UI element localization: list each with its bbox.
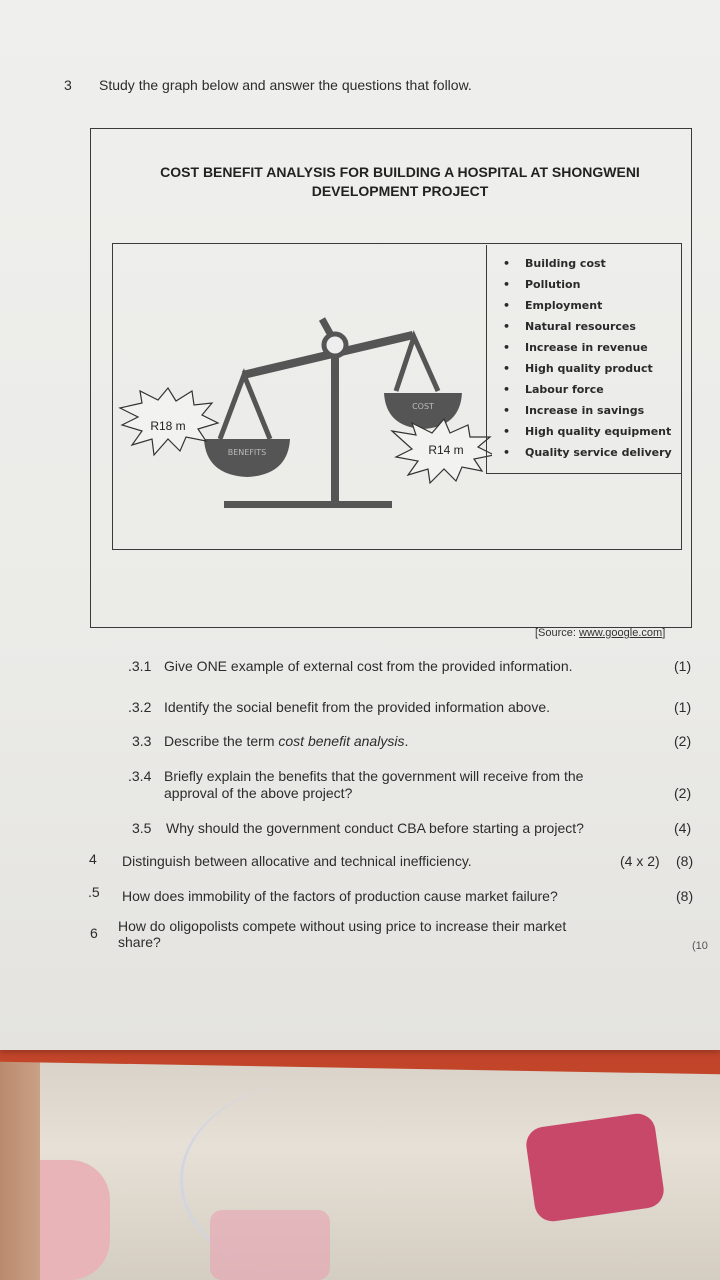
list-item: • Employment [487, 295, 681, 316]
figure-title [100, 163, 700, 201]
list-item: • Increase in revenue [487, 337, 681, 358]
question-intro: Study the graph below and answer the questions that follow. [99, 77, 472, 93]
question-marks: (10 [692, 940, 708, 952]
question-number: 3 [64, 77, 72, 93]
source-citation: [Source: www.google.com] [535, 627, 666, 639]
cost-pan [384, 393, 462, 429]
question-text-line2: share? [118, 934, 161, 950]
bullet-icon: • [503, 299, 511, 312]
question-text: Describe the term cost benefit analysis. [164, 733, 409, 749]
bullet-icon: • [503, 404, 511, 417]
bullet-icon: • [503, 320, 511, 333]
question-number: 6 [90, 925, 98, 941]
list-item: • Labour force [487, 379, 681, 400]
list-item: • High quality equipment [487, 421, 681, 442]
italic-term: cost benefit analysis [278, 733, 405, 749]
question-mark-split: (4 x 2) [620, 853, 660, 869]
question-text-line2: approval of the above project? [164, 785, 353, 801]
list-item: • Increase in savings [487, 400, 681, 421]
benefits-pan-label: BENEFITS [227, 448, 267, 457]
question-marks: (4) [674, 820, 692, 836]
bullet-icon: • [503, 383, 511, 396]
question-number: .5 [88, 884, 100, 900]
question-text: Identify the social benefit from the provided information above. [164, 699, 550, 715]
bullet-icon: • [503, 425, 511, 438]
question-number: .3.2 [128, 699, 152, 715]
question-text: Distinguish between allocative and technical inefficiency. [122, 853, 472, 869]
figure-title-line2: DEVELOPMENT PROJECT [311, 183, 489, 199]
question-number: 3.5 [132, 820, 152, 836]
question-marks: (8) [676, 853, 694, 869]
list-item: • Building cost [487, 253, 681, 274]
question-text: How does immobility of the factors of production cause market failure? [122, 888, 558, 904]
question-marks: (8) [676, 888, 694, 904]
question-marks: (1) [674, 658, 692, 674]
question-text: Give ONE example of external cost from the provided information. [164, 658, 573, 674]
list-item: • Natural resources [487, 316, 681, 337]
question-number: 4 [89, 851, 97, 867]
cost-amount: R14 m [428, 443, 464, 457]
question-number: .3.1 [128, 658, 152, 674]
figure-title-line1: COST BENEFIT ANALYSIS FOR BUILDING A HOSPITAL AT SHONGWENI [160, 164, 640, 180]
question-number: 3.3 [132, 733, 152, 749]
pink-pillow [524, 1111, 666, 1223]
list-item: • Pollution [487, 274, 681, 295]
question-number: .3.4 [128, 768, 152, 784]
balance-scale-illustration [112, 243, 492, 548]
benefit-amount: R18 m [150, 419, 186, 433]
question-text-line1: Briefly explain the benefits that the government will receive from the [164, 768, 584, 784]
list-item: • High quality product [487, 358, 681, 379]
scale-post [331, 355, 339, 503]
factors-list [487, 245, 681, 463]
bullet-icon: • [503, 341, 511, 354]
bullet-icon: • [503, 362, 511, 375]
right-hanger [396, 337, 438, 391]
cost-pan-label: COST [412, 402, 434, 411]
fabric-pink-pattern [210, 1210, 330, 1280]
scale-pivot [324, 334, 346, 356]
question-marks: (2) [674, 733, 692, 749]
bullet-icon: • [503, 278, 511, 291]
left-hanger [220, 375, 270, 439]
benefits-pan [204, 439, 290, 477]
bullet-icon: • [503, 257, 511, 270]
list-item: • Quality service delivery [487, 442, 681, 463]
question-text: Why should the government conduct CBA before starting a project? [166, 820, 584, 836]
factors-list-box [486, 245, 681, 474]
question-marks: (2) [674, 785, 692, 801]
source-link[interactable]: www.google.com [579, 627, 663, 639]
background-fabric [0, 1060, 720, 1280]
question-marks: (1) [674, 699, 692, 715]
scale-base [224, 501, 392, 508]
question-text-line1: How do oligopolists compete without using price to increase their market [118, 918, 567, 934]
bullet-icon: • [503, 446, 511, 459]
